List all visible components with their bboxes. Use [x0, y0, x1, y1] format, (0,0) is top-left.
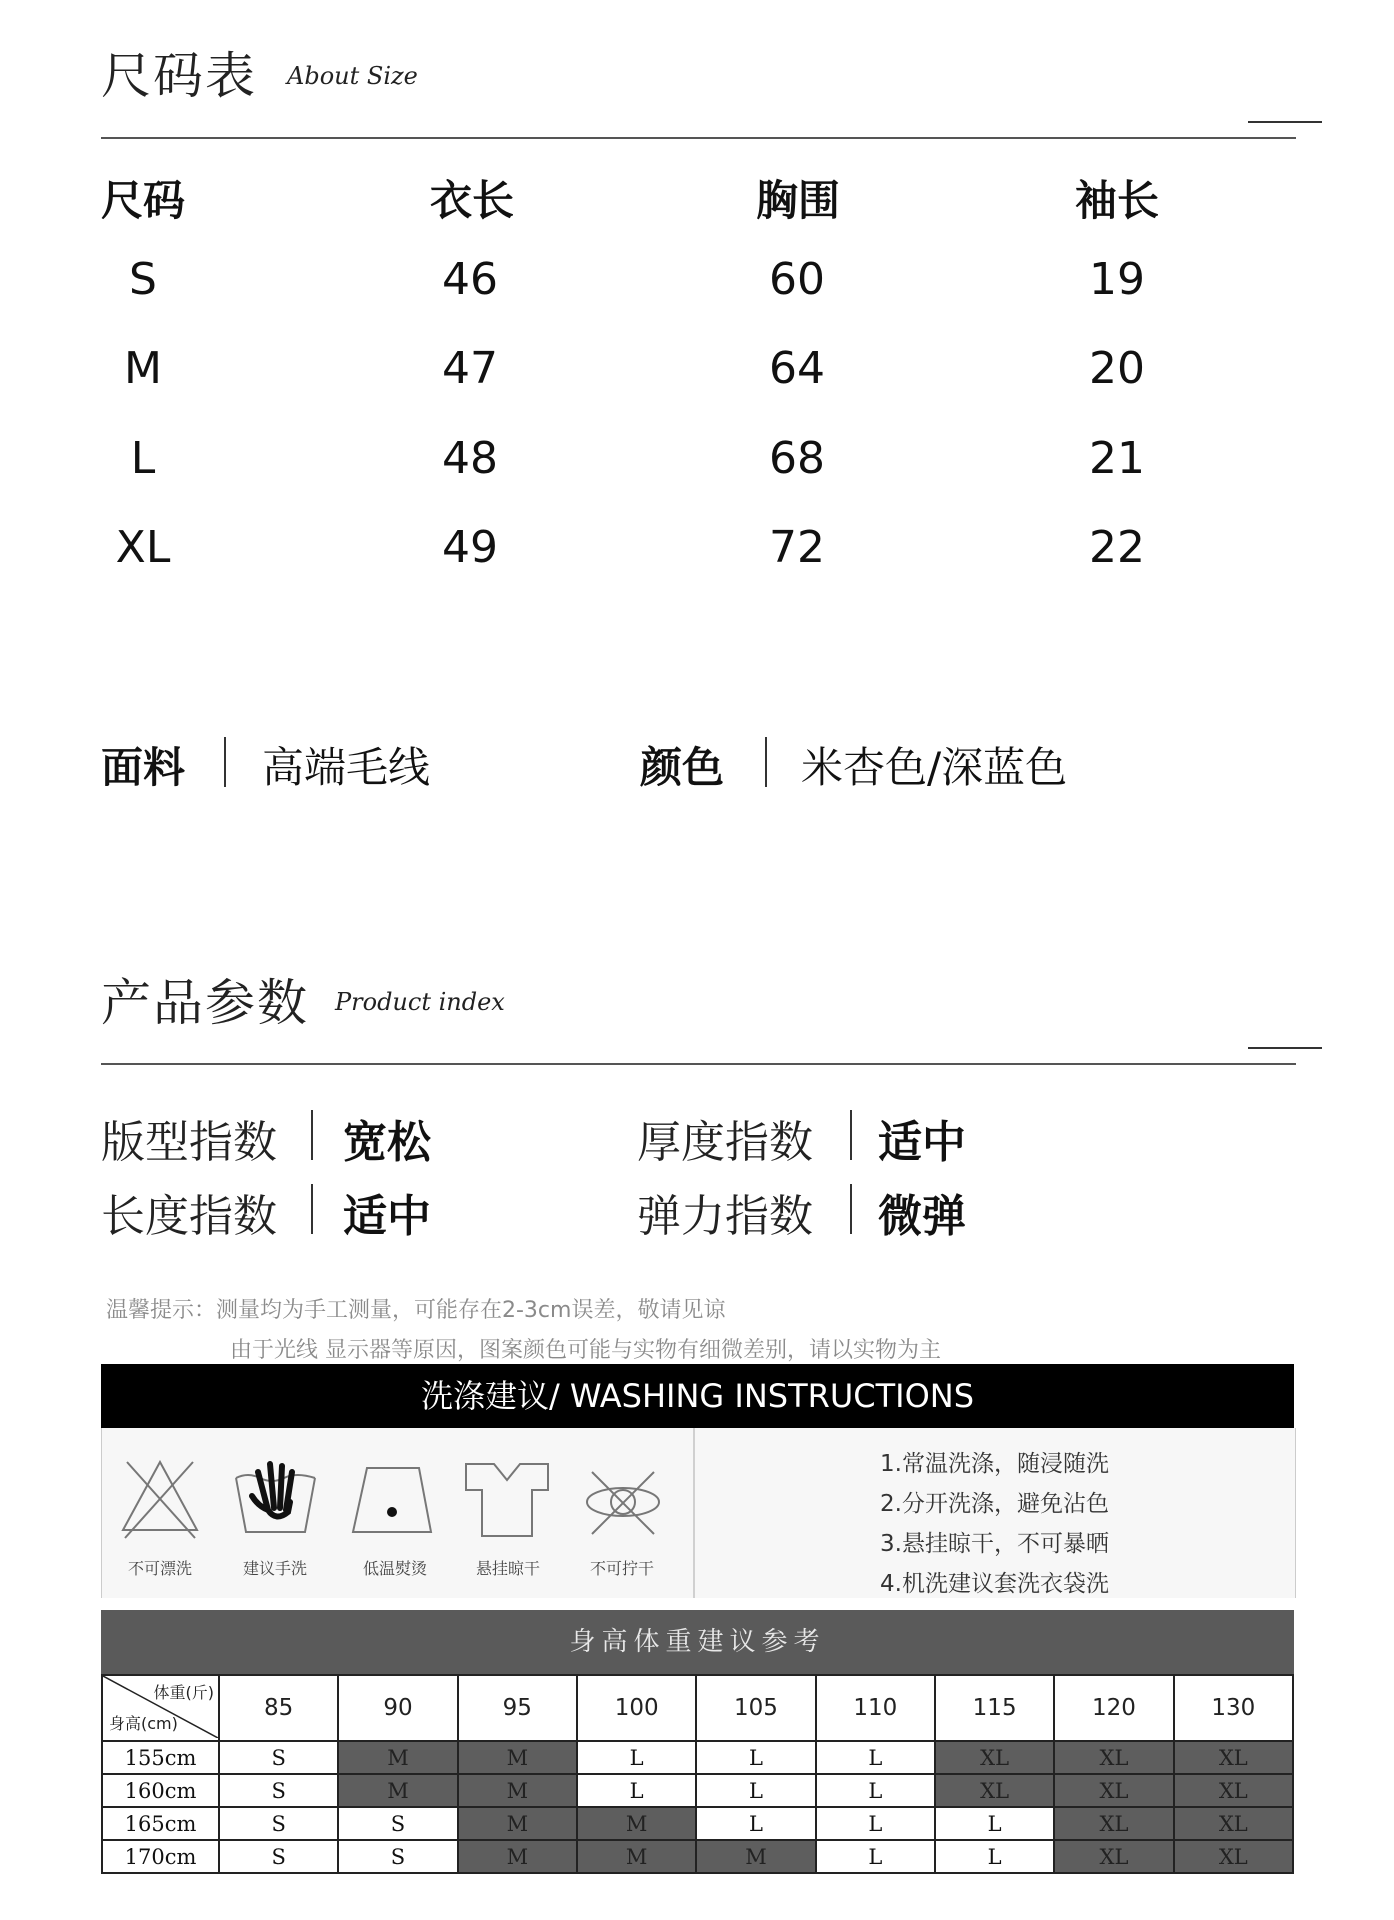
- size-recommendation-cell: XL: [1054, 1840, 1173, 1873]
- size-header-size: 尺码: [101, 176, 186, 225]
- size-header-chest: 胸围: [756, 176, 841, 225]
- size-recommendation-cell: M: [458, 1840, 577, 1873]
- size-recommendation-cell: S: [338, 1807, 457, 1840]
- weight-table-body: [102, 1741, 1293, 1873]
- fabric-label: 面料: [101, 743, 186, 792]
- hang-dry-icon: [460, 1450, 555, 1545]
- height-axis-label: 身高(cm): [109, 1714, 178, 1733]
- weight-table-row: [102, 1840, 1293, 1873]
- size-recommendation-cell: L: [696, 1807, 815, 1840]
- no-bleach-label: 不可漂洗: [127, 1559, 192, 1578]
- color-value: 米杏色/深蓝色: [801, 743, 1068, 792]
- size-section-subtitle: About Size: [287, 62, 418, 90]
- size-recommendation-cell: M: [577, 1840, 696, 1873]
- weight-table: [101, 1674, 1294, 1874]
- size-recommendation-cell: L: [816, 1807, 935, 1840]
- weight-header: 130: [1174, 1675, 1293, 1741]
- size-cell: 22: [1089, 522, 1145, 573]
- weight-header: 85: [219, 1675, 338, 1741]
- weight-header: 95: [458, 1675, 577, 1741]
- weight-header: 100: [577, 1675, 696, 1741]
- size-recommendation-cell: XL: [1054, 1741, 1173, 1774]
- weight-header: 110: [816, 1675, 935, 1741]
- size-recommendation-cell: XL: [1054, 1774, 1173, 1807]
- size-cell: 46: [442, 254, 498, 305]
- size-recommendation-cell: XL: [1174, 1774, 1293, 1807]
- weight-header: 120: [1054, 1675, 1173, 1741]
- no-bleach-icon: [115, 1450, 205, 1545]
- size-recommendation-cell: XL: [935, 1741, 1054, 1774]
- weight-axis-label: 体重(斤): [153, 1683, 214, 1702]
- color-divider: [765, 737, 767, 787]
- stretch-index-divider: [850, 1184, 852, 1234]
- washing-tip: 1.常温洗涤，随浸随洗: [880, 1451, 1109, 1477]
- size-recommendation-cell: S: [219, 1807, 338, 1840]
- length-index-value: 适中: [343, 1191, 431, 1242]
- size-cell: 21: [1089, 433, 1145, 484]
- length-index-label: 长度指数: [101, 1191, 277, 1242]
- size-recommendation-cell: XL: [1174, 1741, 1293, 1774]
- size-recommendation-cell: L: [935, 1840, 1054, 1873]
- size-recommendation-cell: L: [816, 1840, 935, 1873]
- size-header-sleeve: 袖长: [1075, 176, 1160, 225]
- weight-header: 90: [338, 1675, 457, 1741]
- size-cell: M: [124, 343, 162, 394]
- size-recommendation-cell: M: [338, 1774, 457, 1807]
- weight-table-row: [102, 1807, 1293, 1840]
- size-recommendation-cell: L: [577, 1774, 696, 1807]
- height-cell: 170cm: [102, 1840, 219, 1873]
- size-recommendation-cell: L: [696, 1741, 815, 1774]
- size-recommendation-cell: L: [935, 1807, 1054, 1840]
- thickness-index-label: 厚度指数: [637, 1117, 813, 1168]
- size-cell: 60: [769, 254, 825, 305]
- size-cell: S: [129, 254, 157, 305]
- weight-table-row: [102, 1741, 1293, 1774]
- weight-header: 105: [696, 1675, 815, 1741]
- fabric-value: 高端毛线: [262, 743, 431, 792]
- product-section-subtitle: Product index: [335, 988, 505, 1016]
- length-index-divider: [311, 1184, 313, 1234]
- fabric-divider: [224, 737, 226, 787]
- height-cell: 160cm: [102, 1774, 219, 1807]
- size-section-rule-accent: [1248, 121, 1322, 123]
- no-wring-icon: [578, 1460, 668, 1545]
- fit-index-value: 宽松: [343, 1117, 431, 1168]
- size-recommendation-cell: S: [219, 1741, 338, 1774]
- size-cell: L: [130, 433, 156, 484]
- size-cell: 64: [769, 343, 825, 394]
- washing-tip: 2.分开洗涤，避免沾色: [880, 1491, 1109, 1517]
- size-section-title: 尺码表: [101, 47, 257, 105]
- size-header-length: 衣长: [430, 176, 515, 225]
- weight-table-row: [102, 1774, 1293, 1807]
- size-recommendation-cell: XL: [1054, 1807, 1173, 1840]
- weight-table-corner: [102, 1675, 219, 1741]
- thickness-index-divider: [850, 1110, 852, 1160]
- size-cell: 48: [442, 433, 498, 484]
- size-recommendation-cell: M: [577, 1807, 696, 1840]
- note-measurement: 温馨提示：测量均为手工测量，可能存在2-3cm误差，敬请见谅: [106, 1298, 726, 1323]
- fit-index-label: 版型指数: [101, 1117, 277, 1168]
- color-label: 颜色: [640, 743, 725, 792]
- size-cell: 72: [769, 522, 825, 573]
- hand-wash-label: 建议手洗: [242, 1559, 307, 1578]
- height-cell: 155cm: [102, 1741, 219, 1774]
- weight-table-title: 身高体重建议参考: [101, 1610, 1294, 1674]
- size-recommendation-cell: S: [219, 1840, 338, 1873]
- size-recommendation-cell: M: [458, 1774, 577, 1807]
- size-section-rule: [101, 137, 1296, 139]
- weight-header: 115: [935, 1675, 1054, 1741]
- size-cell: 68: [769, 433, 825, 484]
- product-section-rule: [101, 1063, 1296, 1065]
- size-recommendation-cell: M: [696, 1840, 815, 1873]
- size-recommendation-cell: L: [696, 1774, 815, 1807]
- height-cell: 165cm: [102, 1807, 219, 1840]
- hand-wash-icon: [228, 1450, 323, 1545]
- size-recommendation-cell: M: [458, 1741, 577, 1774]
- size-recommendation-cell: L: [816, 1774, 935, 1807]
- washing-tip: 4.机洗建议套洗衣袋洗: [880, 1571, 1109, 1597]
- size-cell: 19: [1089, 254, 1145, 305]
- low-iron-icon: [345, 1450, 440, 1545]
- size-cell: 20: [1089, 343, 1145, 394]
- size-cell: 47: [442, 343, 498, 394]
- size-recommendation-cell: S: [219, 1774, 338, 1807]
- fit-index-divider: [311, 1110, 313, 1160]
- size-recommendation-cell: L: [577, 1741, 696, 1774]
- hang-dry-label: 悬挂晾干: [475, 1559, 540, 1578]
- low-iron-label: 低温熨烫: [362, 1559, 427, 1578]
- washing-panel-divider: [693, 1428, 695, 1598]
- size-cell: 49: [442, 522, 498, 573]
- size-recommendation-cell: XL: [1174, 1840, 1293, 1873]
- no-wring-label: 不可拧干: [589, 1559, 654, 1578]
- product-section-rule-accent: [1248, 1047, 1322, 1049]
- washing-tip: 3.悬挂晾干，不可暴晒: [880, 1531, 1109, 1557]
- thickness-index-value: 适中: [878, 1117, 966, 1168]
- washing-title-bar: 洗涤建议/ WASHING INSTRUCTIONS: [101, 1364, 1294, 1428]
- size-recommendation-cell: L: [816, 1741, 935, 1774]
- size-recommendation-cell: S: [338, 1840, 457, 1873]
- size-cell: XL: [115, 522, 171, 573]
- note-color-difference: 由于光线 显示器等原因，图案颜色可能与实物有细微差别，请以实物为主: [230, 1338, 941, 1363]
- product-section-title: 产品参数: [101, 974, 309, 1032]
- size-recommendation-cell: XL: [1174, 1807, 1293, 1840]
- stretch-index-value: 微弹: [878, 1191, 966, 1242]
- stretch-index-label: 弹力指数: [637, 1191, 813, 1242]
- size-recommendation-cell: M: [338, 1741, 457, 1774]
- size-recommendation-cell: XL: [935, 1774, 1054, 1807]
- size-recommendation-cell: M: [458, 1807, 577, 1840]
